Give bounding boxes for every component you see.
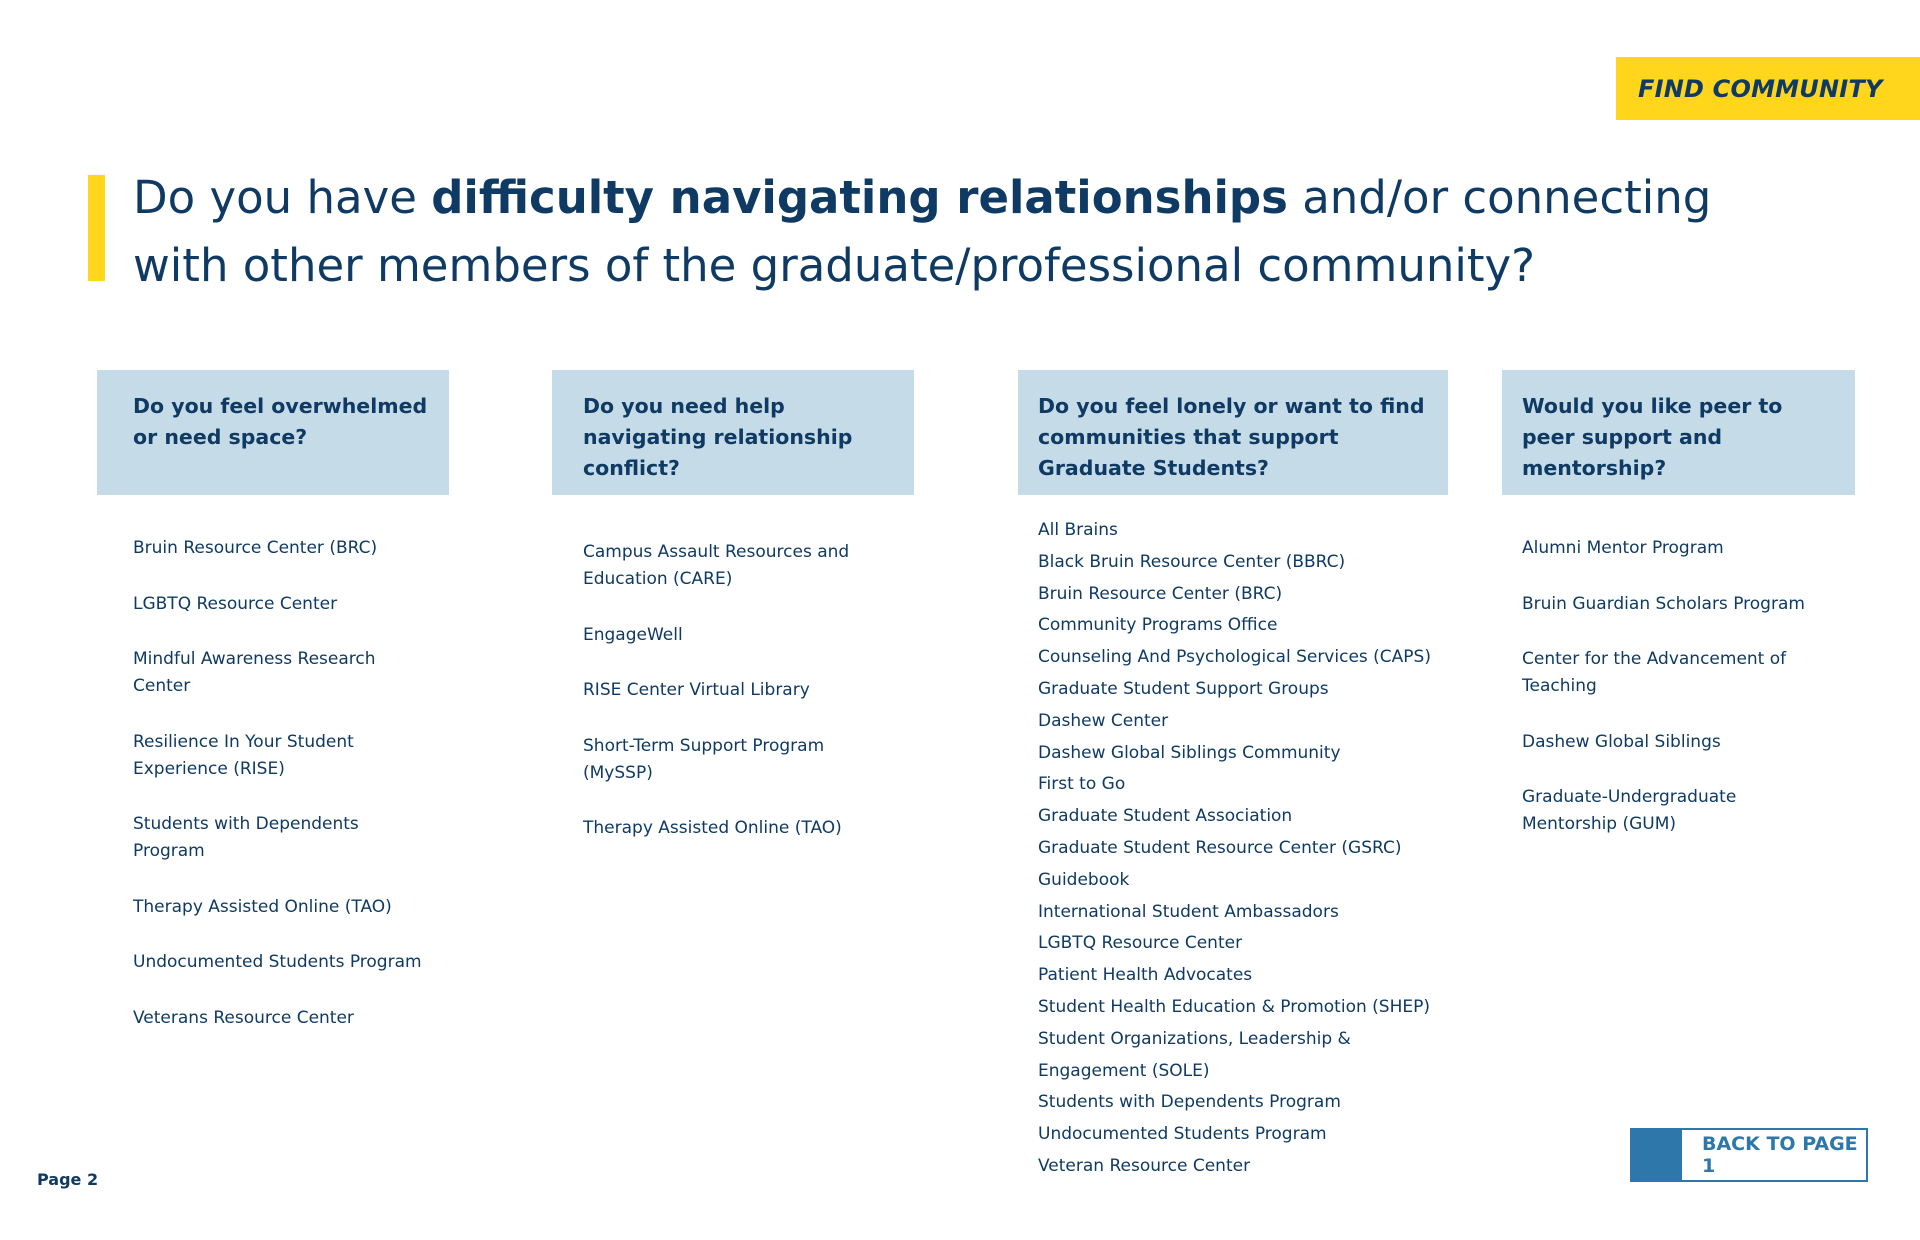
resource-link[interactable]: Bruin Resource Center (BRC): [133, 538, 378, 558]
resource-link[interactable]: Black Bruin Resource Center (BBRC): [1038, 551, 1346, 572]
resource-link[interactable]: EngageWell: [583, 624, 683, 645]
column-question: Do you feel overwhelmed or need space?: [97, 370, 449, 495]
button-color-block: [1632, 1130, 1682, 1180]
page-headline: [133, 164, 1753, 300]
back-button-label: BACK TO PAGE 1: [1702, 1133, 1858, 1177]
resource-link[interactable]: All Brains: [1038, 520, 1118, 540]
resource-link[interactable]: Dashew Global Siblings Community: [1038, 742, 1341, 763]
resource-link[interactable]: Student Health Education & Promotion (SHEP): [1038, 996, 1430, 1017]
headline-emphasis: difficulty navigating relationships: [431, 171, 1288, 224]
headline-text-before: Do you have: [133, 171, 432, 224]
find-community-badge: FIND COMMUNITY: [1616, 57, 1920, 120]
resource-list: [552, 539, 863, 842]
resource-list: [97, 535, 433, 1032]
resource-link[interactable]: Patient Health Advocates: [1038, 965, 1253, 986]
resource-link[interactable]: Community Programs Office: [1038, 615, 1278, 636]
resource-list: [1018, 515, 1448, 1183]
resource-link[interactable]: Campus Assault Resources and Education (CARE): [583, 542, 850, 589]
resource-link[interactable]: Dashew Center: [1038, 710, 1169, 731]
column-question: Do you feel lonely or want to find communities that support Graduate Students?: [1018, 370, 1448, 495]
resource-link[interactable]: Center for the Advancement of Teaching: [1522, 649, 1787, 696]
column-lonely-communities: [1018, 370, 1448, 1183]
resource-link[interactable]: Student Organizations, Leadership & Engagement (SOLE): [1038, 1028, 1351, 1081]
resource-link[interactable]: Counseling And Psychological Services (CAPS): [1038, 647, 1431, 668]
resource-link[interactable]: LGBTQ Resource Center: [133, 593, 338, 614]
resource-link[interactable]: Resilience In Your Student Experience (RISE): [133, 731, 354, 779]
resource-link[interactable]: Undocumented Students Program: [1038, 1124, 1327, 1145]
headline-text-after: and/or connecting with other members of the graduate/professional community?: [133, 171, 1712, 292]
resource-link[interactable]: Graduate Student Association: [1038, 806, 1293, 827]
column-question: Would you like peer to peer support and mentorship?: [1502, 370, 1855, 495]
resource-link[interactable]: Bruin Guardian Scholars Program: [1522, 593, 1805, 614]
column-peer-mentorship: [1502, 370, 1855, 867]
resource-link[interactable]: Therapy Assisted Online (TAO): [133, 896, 392, 917]
resource-link[interactable]: Mindful Awareness Research Center: [133, 649, 376, 696]
column-relationship-conflict: [552, 370, 914, 871]
column-question: Do you need help navigating relationship conflict?: [552, 370, 914, 495]
resource-link[interactable]: Short-Term Support Program (MySSP): [583, 735, 825, 783]
back-to-page-1-button[interactable]: [1630, 1128, 1868, 1182]
resource-link[interactable]: Alumni Mentor Program: [1522, 538, 1724, 558]
resource-link[interactable]: Therapy Assisted Online (TAO): [583, 818, 842, 838]
resource-link[interactable]: Graduate-Undergraduate Mentorship (GUM): [1522, 787, 1737, 834]
resource-link[interactable]: Undocumented Students Program: [133, 952, 422, 972]
headline-accent-bar: [88, 175, 105, 281]
resource-link[interactable]: Veterans Resource Center: [133, 1007, 354, 1028]
resource-link[interactable]: Graduate Student Resource Center (GSRC): [1038, 837, 1402, 858]
resource-link[interactable]: RISE Center Virtual Library: [583, 680, 810, 700]
resource-link[interactable]: Graduate Student Support Groups: [1038, 678, 1329, 699]
resource-link[interactable]: Dashew Global Siblings: [1522, 731, 1721, 752]
resource-link[interactable]: LGBTQ Resource Center: [1038, 933, 1243, 954]
resource-list: [1502, 535, 1822, 838]
resource-link[interactable]: Students with Dependents Program: [1038, 1092, 1341, 1113]
page-number: Page 2: [37, 1170, 99, 1189]
resource-link[interactable]: International Student Ambassadors: [1038, 901, 1339, 922]
resource-link[interactable]: Students with Dependents Program: [133, 814, 359, 861]
resource-link[interactable]: Bruin Resource Center (BRC): [1038, 583, 1283, 604]
resource-link[interactable]: Veteran Resource Center: [1038, 1155, 1251, 1176]
resource-link[interactable]: First to Go: [1038, 774, 1126, 795]
column-overwhelmed: [97, 370, 449, 1060]
resource-link[interactable]: Guidebook: [1038, 869, 1130, 890]
